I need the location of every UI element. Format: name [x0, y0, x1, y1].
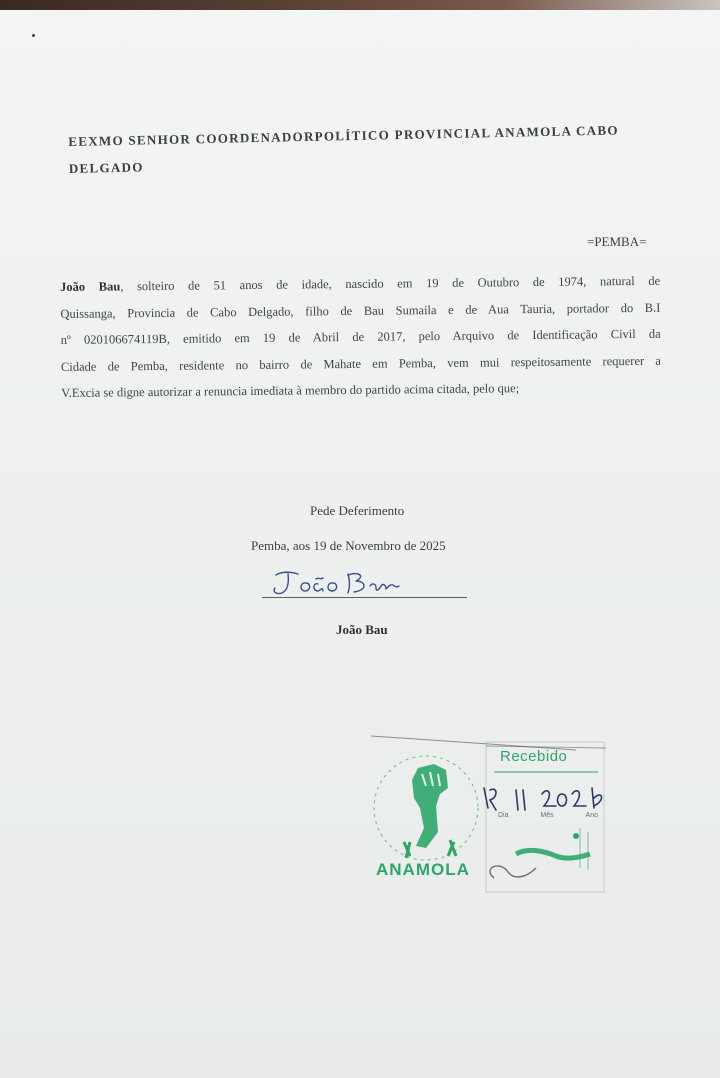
- signer-name: João Bau: [336, 622, 388, 637]
- party-emblem-icon: [374, 756, 478, 860]
- body-line-2-text: Quissanga, Provincia de Cabo Delgado, filho de Bau Sumaila e de Aua Tauria, portador do B.I: [60, 300, 661, 321]
- closing-request: Pede Deferimento: [310, 503, 405, 518]
- city-label: =PEMBA=: [587, 234, 647, 249]
- paper-speck: [32, 34, 35, 37]
- heading-line-1: EEXMO SENHOR COORDENADORPOLÍTICO PROVINCIAL ANAMOLA CABO: [68, 122, 619, 149]
- handwritten-signature: [262, 566, 467, 600]
- received-date-ink: [484, 788, 602, 810]
- stamp-date-label-month: Mês: [540, 812, 554, 819]
- received-stamp: [366, 728, 616, 908]
- body-line-4-text: Cidade de Pemba, residente no bairro de Mahate em Pemba, vem mui respeitosamente requerer a: [60, 353, 662, 374]
- body-line-1-text: , solteiro de 51 anos de idade, nascido em 19 de Outubro de 1974, natural de: [120, 273, 661, 294]
- signature-line: [262, 597, 467, 598]
- stamp-party-name: ANAMOLA: [376, 860, 470, 879]
- stamp-date-label-day: Dia: [498, 812, 509, 819]
- stamp-date-label-year: Ano: [585, 812, 598, 819]
- body-line-5-text: V.Excia se digne autorizar a renuncia imediata à membro do partido acima citada, pelo que;: [61, 381, 520, 400]
- stamp-date-labels: [498, 812, 598, 819]
- letter-heading: [68, 115, 669, 182]
- body-line-1-bold: João Bau: [60, 279, 121, 294]
- stamp-received-label: Recebido: [500, 748, 568, 765]
- place-date: Pemba, aos 19 de Novembro de 2025: [251, 538, 446, 553]
- letter-body: [60, 268, 661, 407]
- body-line-5: [61, 374, 661, 407]
- paper-top-edge: [0, 0, 720, 10]
- body-line-3-text: nº 020106674119B, emitido em 19 de Abril de 2017, pelo Arquivo de Identificação Civil da: [60, 326, 661, 347]
- heading-line-2: DELGADO: [68, 159, 144, 176]
